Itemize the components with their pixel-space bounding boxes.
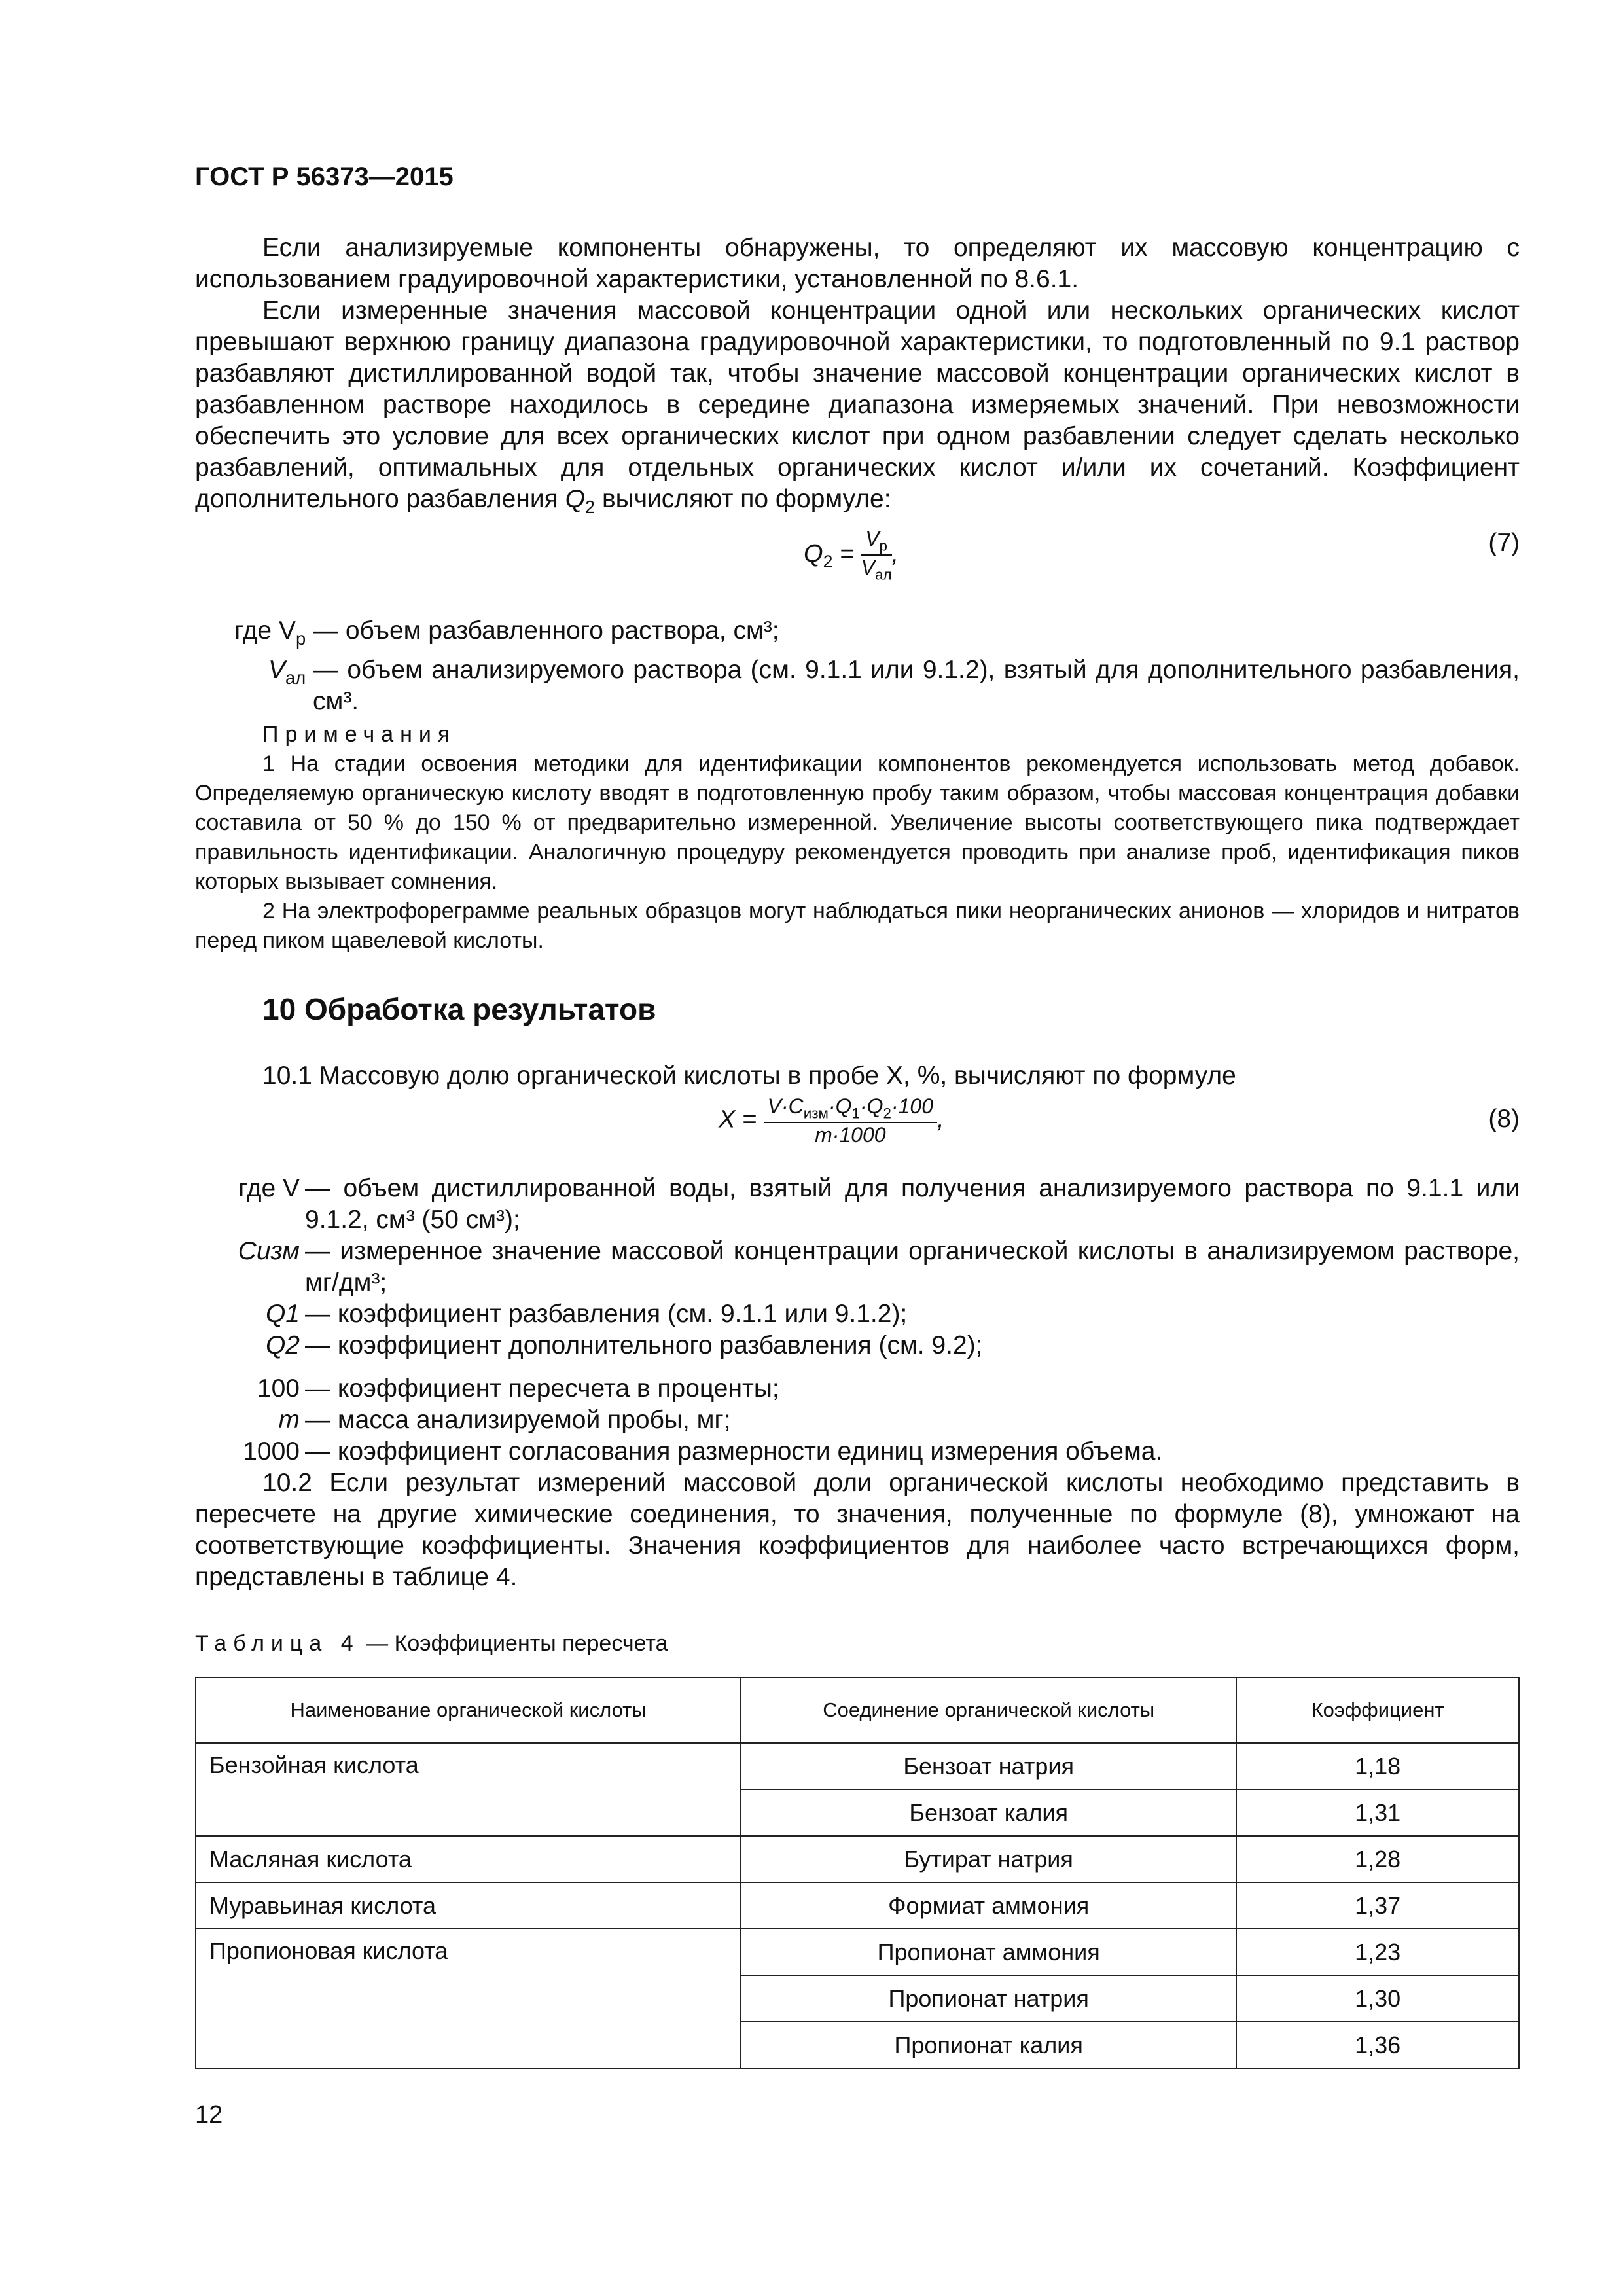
term: где V xyxy=(234,617,296,645)
coefficient: 1,31 xyxy=(1236,1789,1519,1836)
paragraph-text: вычисляют по формуле: xyxy=(601,485,891,513)
definition-text: — коэффициент дополнительного разбавления (см. 9.2); xyxy=(305,1331,983,1359)
compound: Бензоат натрия xyxy=(741,1743,1236,1789)
term: Cизм xyxy=(238,1237,300,1265)
column-header: Наименование органической кислоты xyxy=(196,1677,741,1743)
definition-text: — коэффициент пересчета в проценты; xyxy=(305,1374,779,1403)
note-1: 1 На стадии освоения методики для идентификации компонентов рекомендуется использовать метод добавок. Определяемую органическую кислоту вводят в подготовленную пробу таким образом, чтобы массовая концентрация добавки составила от 50 % до 150 % от предварительно измеренной. Увеличение высоты соответствующего пика подтверждает правильность идентификации. Аналогичную процедуру рекомендуется проводить при анализе проб, идентификация пиков которых вызывает сомнения. xyxy=(195,751,1520,894)
equation-number: (7) xyxy=(1488,529,1520,557)
definition-text: — масса анализируемой пробы, мг; xyxy=(305,1406,731,1434)
column-header: Коэффициент xyxy=(1236,1677,1519,1743)
definition xyxy=(195,1436,1520,1467)
table-caption xyxy=(195,1631,1520,1657)
formula-8: X = $\frac{V\cdot C_{изм}\cdot Q_1\cdot Q_2\cdot 100}{m\cdot 1000}$ , xyxy=(719,1094,944,1147)
acid-name: Масляная кислота xyxy=(196,1836,741,1882)
definition xyxy=(195,1373,1520,1405)
definition xyxy=(195,1405,1520,1436)
term: 100 xyxy=(257,1374,300,1403)
table-row xyxy=(196,1929,1519,1975)
definition xyxy=(195,1330,1520,1361)
acid-name: Муравьиная кислота xyxy=(196,1882,741,1929)
note-2: 2 На электрофореграмме реальных образцов могут наблюдаться пики неорганических анионов — хлоридов и нитратов перед пиком щавелевой кислоты. xyxy=(195,899,1520,953)
definition-text: — измеренное значение массовой концентрации органической кислоты в анализируемом растворе, мг/дм³; xyxy=(305,1237,1520,1297)
paragraph: Если анализируемые компоненты обнаружены, то определяют их массовую концентрацию с использованием градуировочной характеристики, установленной по 8.6.1. xyxy=(195,234,1520,293)
term: Q2 xyxy=(265,1331,300,1359)
compound: Пропионат калия xyxy=(741,2022,1236,2068)
notes xyxy=(195,720,1520,956)
term-subscript: р xyxy=(295,628,306,649)
table-row xyxy=(196,1836,1519,1882)
acid-name: Пропионовая кислота xyxy=(196,1929,741,2068)
term: 1000 xyxy=(243,1437,300,1465)
table-row xyxy=(196,1882,1519,1929)
paragraph-text: Если измеренные значения массовой концентрации одной или нескольких органических кислот превышают верхнюю границу диапазона градуировочной характеристики, то подготовленный по 9.1 раствор разбавляют дистиллированной водой так, чтобы значение массовой концентрации органических кислот в разбавленном растворе находилось в середине диапазона измеряемых значений. При невозможности обеспечить это условие для всех органических кислот при одном разбавлении следует сделать несколько разбавлений, оптимальных для отдельных органических кислот и/или их сочетаний. Коэффициент дополнительного разбавления xyxy=(195,296,1520,513)
caption-label: Таблица 4 xyxy=(195,1631,360,1656)
compound: Пропионат натрия xyxy=(741,1975,1236,2022)
definition-text: — объем дистиллированной воды, взятый для получения анализируемого раствора по 9.1.1 или 9.1.2, см³ (50 см³); xyxy=(305,1174,1520,1234)
compound: Бутират натрия xyxy=(741,1836,1236,1882)
term-subscript: ал xyxy=(285,667,306,688)
term: Q1 xyxy=(265,1300,300,1328)
equation-number: (8) xyxy=(1488,1105,1520,1133)
compound: Формиат аммония xyxy=(741,1882,1236,1929)
formula-8-definitions xyxy=(195,1173,1520,1593)
formula-7: $Q_2$ = $\frac{V_р}{V_{ал}}$ , xyxy=(804,527,899,583)
coefficient: 1,30 xyxy=(1236,1975,1519,2022)
definition-text: — коэффициент разбавления (см. 9.1.1 или 9.1.2); xyxy=(305,1300,908,1328)
definition-text: — объем анализируемого раствора (см. 9.1.1 или 9.1.2), взятый для дополнительного разбавления, см³. xyxy=(313,655,1520,715)
definition-text: — объем разбавленного раствора, см³; xyxy=(313,617,779,645)
definition xyxy=(195,1236,1520,1299)
term: m xyxy=(278,1406,300,1434)
definition xyxy=(195,1173,1520,1236)
page-number: 12 xyxy=(195,2101,223,2128)
notes-title: Примечания xyxy=(262,722,457,747)
term: где V xyxy=(238,1174,300,1202)
term: V xyxy=(268,655,286,684)
column-header: Соединение органической кислоты xyxy=(741,1677,1236,1743)
paragraph-10-1 xyxy=(195,1060,1520,1092)
acid-name: Бензойная кислота xyxy=(196,1743,741,1836)
formula-7-definitions xyxy=(195,615,1520,717)
paragraph: Если измеренные значения массовой концентрации одной или нескольких органических кислот превышают верхнюю границу диапазона градуировочной характеристики, то подготовленный по 9.1 раствор разбавляют дистиллированной водой так, чтобы значение массовой концентрации органических кислот в разбавленном растворе находилось в середине диапазона измеряемых значений. При невозможности обеспечить это условие для всех органических кислот при одном разбавлении следует сделать несколько разбавлений, оптимальных для отдельных органических кислот и/или их сочетаний. Коэффициент дополнительного разбавления $Q_2$ вычисляют по формуле: xyxy=(195,296,1520,517)
definition-text: — коэффициент согласования размерности единиц измерения объема. xyxy=(305,1437,1163,1465)
definition xyxy=(195,1299,1520,1330)
coefficient: 1,23 xyxy=(1236,1929,1519,1975)
compound: Пропионат аммония xyxy=(741,1929,1236,1975)
definition xyxy=(195,615,1520,655)
table-header-row xyxy=(196,1677,1519,1743)
document-header: ГОСТ Р 56373—2015 xyxy=(195,162,454,191)
coefficient: 1,28 xyxy=(1236,1836,1519,1882)
compound: Бензоат калия xyxy=(741,1789,1236,1836)
coefficient: 1,37 xyxy=(1236,1882,1519,1929)
caption-text: — Коэффициенты пересчета xyxy=(359,1631,668,1656)
coefficient: 1,36 xyxy=(1236,2022,1519,2068)
conversion-table xyxy=(195,1677,1520,2069)
definition xyxy=(195,655,1520,717)
intro-paragraphs xyxy=(195,232,1520,523)
section-heading: 10 Обработка результатов xyxy=(262,992,656,1026)
coefficient: 1,18 xyxy=(1236,1743,1519,1789)
table-row xyxy=(196,1743,1519,1789)
paragraph: 10.1 Массовую долю органической кислоты в пробе X, %, вычисляют по формуле xyxy=(262,1062,1236,1090)
paragraph-10-2: 10.2 Если результат измерений массовой доли органической кислоты необходимо представить в пересчете на другие химические соединения, то значения, полученные по формуле (8), умножают на соответствующие коэффициенты. Значения коэффициентов для наиболее часто встречающихся форм, представлены в таблице 4. xyxy=(195,1469,1520,1591)
